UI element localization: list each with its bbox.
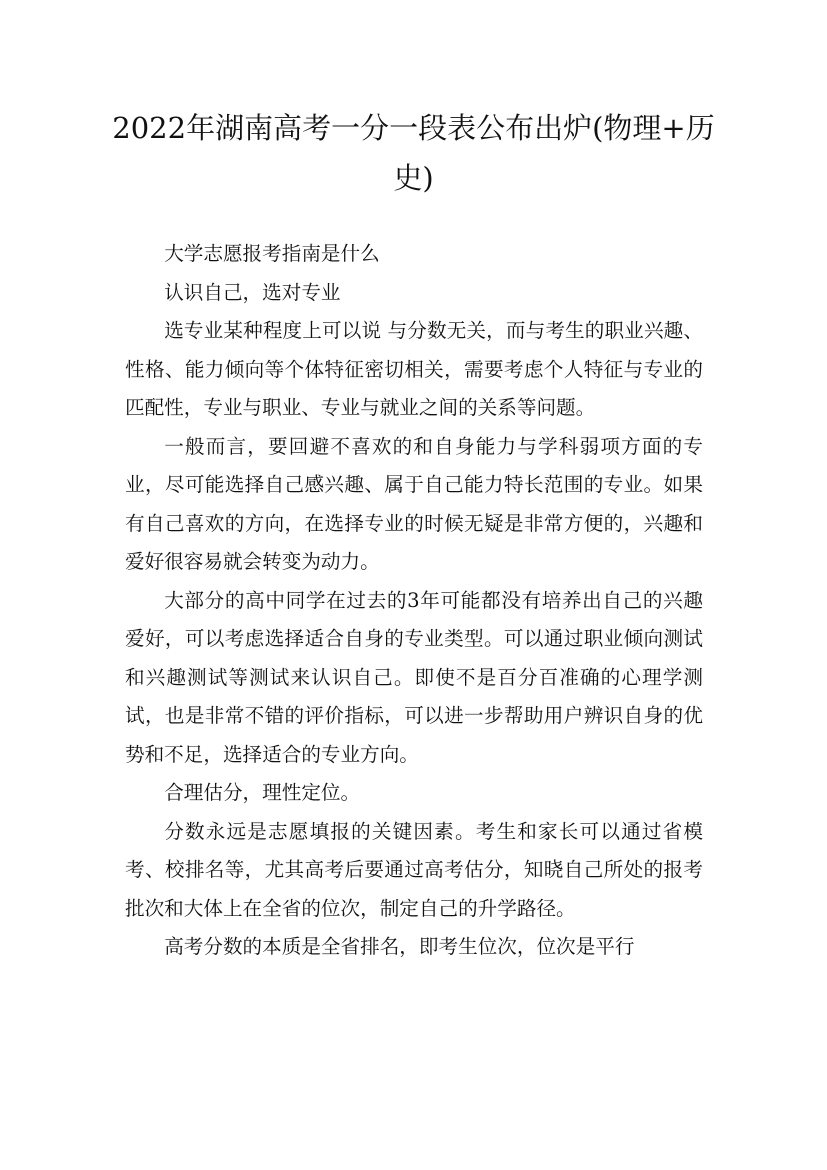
paragraph-score-ranking: 高考分数的本质是全省排名，即考生位次，位次是平行 xyxy=(164,935,635,958)
paragraph-know-yourself: 认识自己，选对专业 xyxy=(164,280,341,304)
paragraph-estimate-score: 合理估分，理性定位。 xyxy=(164,781,361,804)
document-body xyxy=(125,235,703,967)
paragraph-heading-guide: 大学志愿报考指南是什么 xyxy=(164,242,380,265)
paragraph-interest-tests: 大部分的高中同学在过去的3年可能都没有培养出自己的兴趣爱好，可以考虑选择适合自身的专业类型。可以通过职业倾向测试和兴趣测试等测试来认识自己。即使不是百分百准确的心理学测试，也是非常不错的评价指标，可以进一步帮助用户辨识自身的优势和不足，选择适合的专业方向。 xyxy=(125,588,703,766)
document-title: 2022年湖南高考一分一段表公布出炉(物理+历史) xyxy=(112,111,715,195)
paragraph-score-factor: 分数永远是志愿填报的关键因素。考生和家长可以通过省模考、校排名等，尤其高考后要通过高考估分，知晓自己所处的报考批次和大体上在全省的位次，制定自己的升学路径。 xyxy=(125,819,703,920)
paragraph-major-selection: 选专业某种程度上可以说 与分数无关，而与考生的职业兴趣、性格、能力倾向等个体特征密切相关，需要考虑个人特征与专业的匹配性，专业与职业、专业与就业之间的关系等问题。 xyxy=(125,319,703,419)
paragraph-avoid-weakness: 一般而言，要回避不喜欢的和自身能力与学科弱项方面的专业，尽可能选择自己感兴趣、属于自己能力特长范围的专业。如果有自己喜欢的方向，在选择专业的时候无疑是非常方便的，兴趣和爱好很容易就会转变为动力。 xyxy=(125,434,703,573)
